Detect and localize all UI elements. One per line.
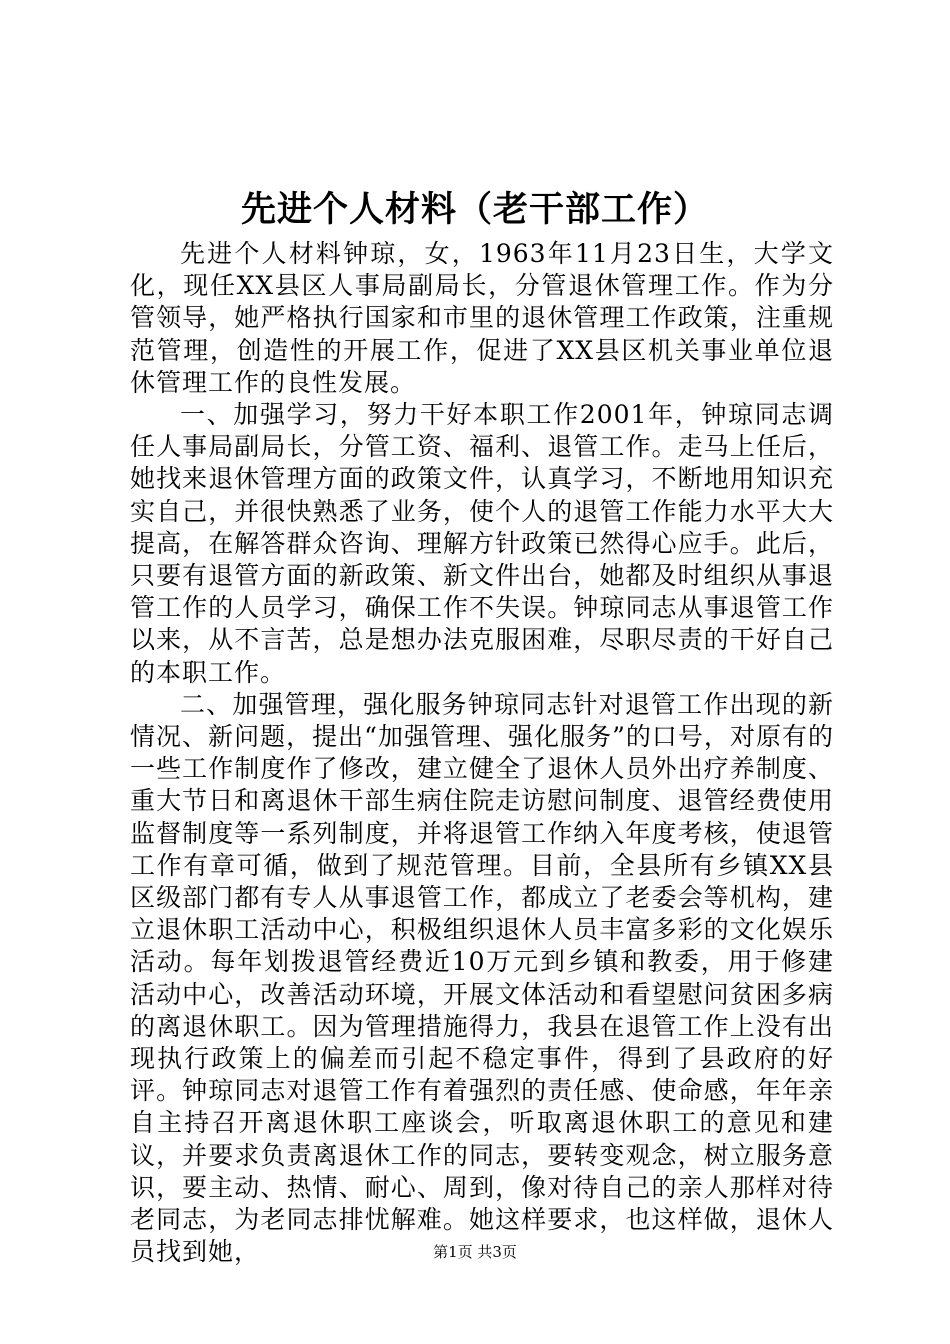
document-body (130, 238, 834, 1269)
page-footer: 第1页 共3页 (433, 1243, 517, 1261)
paragraph-section-1: 一、加强学习，努力干好本职工作2001年，钟琼同志调任人事局副局长，分管工资、福利、退管工作。走马上任后，她找来退休管理方面的政策文件，认真学习，不断地用知识充实自己，并很快熟悉了业务，使个人的退管工作能力水平大大提高，在解答群众咨询、理解方针政策已然得心应手。此后，只要有退管方面的新政策、新文件出台，她都及时组织从事退管工作的人员学习，确保工作不失误。钟琼同志从事退管工作以来，从不言苦，总是想办法克服困难，尽职尽责的干好自己的本职工作。 (130, 400, 834, 687)
paragraph-section-2: 二、加强管理，强化服务钟琼同志针对退管工作出现的新情况、新问题，提出“加强管理、强化服务”的口号，对原有的一些工作制度作了修改，建立健全了退休人员外出疗养制度、重大节日和离退休干部生病住院走访慰问制度、退管经费使用监督制度等一系列制度，并将退管工作纳入年度考核，使退管工作有章可循，做到了规范管理。目前，全县所有乡镇XX县区级部门都有专人从事退管工作，都成立了老委会等机构，建立退休职工活动中心，积极组织退休人员丰富多彩的文化娱乐活动。每年划拨退管经费近10万元到乡镇和教委，用于修建活动中心，改善活动环境，开展文体活动和看望慰问贫困多病的离退休职工。因为管理措施得力，我县在退管工作上没有出现执行政策上的偏差而引起不稳定事件，得到了县政府的好评。钟琼同志对退管工作有着强烈的责任感、使命感，年年亲自主持召开离退休职工座谈会，听取离退休职工的意见和建议，并要求负责离退休工作的同志，要转变观念，树立服务意识，要主动、热情、耐心、周到，像对待自己的亲人那样对待老同志，为老同志排忧解难。她这样要求，也这样做，退休人员找到她， (130, 689, 834, 1267)
paragraph-intro: 先进个人材料钟琼，女，1963年11月23日生，大学文化，现任XX县区人事局副局长，分管退休管理工作。作为分管领导，她严格执行国家和市里的退休管理工作政策，注重规范管理，创造性的开展工作，促进了XX县区机关事业单位退休管理工作的良性发展。 (130, 239, 834, 397)
document-title: 先进个人材料（老干部工作） (240, 189, 709, 230)
